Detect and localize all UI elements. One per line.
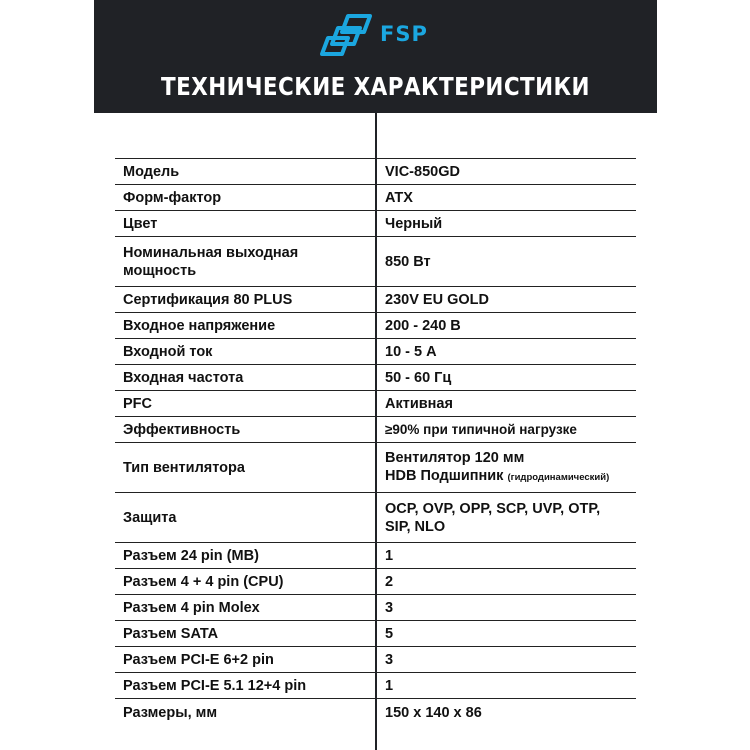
spec-value: 2 <box>376 569 636 595</box>
spec-value: 5 <box>376 621 636 647</box>
fsp-logo-icon <box>318 10 376 58</box>
spec-label: Размеры, мм <box>115 699 376 727</box>
specs-table <box>115 158 636 727</box>
table-row <box>115 185 636 211</box>
spec-label: Разъем 4 pin Molex <box>115 595 376 621</box>
table-row <box>115 391 636 417</box>
spec-label: PFC <box>115 391 376 417</box>
table-row <box>115 365 636 391</box>
spec-label: Разъем 24 pin (MB) <box>115 543 376 569</box>
table-row <box>115 543 636 569</box>
spec-value-multiline <box>376 443 636 493</box>
bearing-note: (гидродинамический) <box>507 471 610 483</box>
table-row <box>115 699 636 727</box>
spec-value: VIC-850GD <box>376 159 636 185</box>
table-row <box>115 443 636 493</box>
table-row <box>115 595 636 621</box>
spec-value: 3 <box>376 647 636 673</box>
spec-label: Входное напряжение <box>115 313 376 339</box>
brand-logo <box>318 8 428 60</box>
spec-label: Разъем PCI-E 6+2 pin <box>115 647 376 673</box>
table-row <box>115 339 636 365</box>
spec-value: 850 Вт <box>376 237 636 287</box>
spec-label: Эффективность <box>115 417 376 443</box>
table-row <box>115 569 636 595</box>
table-row <box>115 237 636 287</box>
logo-text: FSP <box>380 22 428 46</box>
table-row <box>115 287 636 313</box>
spec-value: 1 <box>376 543 636 569</box>
spec-label: Входной ток <box>115 339 376 365</box>
table-row <box>115 159 636 185</box>
spec-label: Цвет <box>115 211 376 237</box>
spec-label: Входная частота <box>115 365 376 391</box>
spec-label: Разъем 4 + 4 pin (CPU) <box>115 569 376 595</box>
spec-value: ATX <box>376 185 636 211</box>
spec-label: Модель <box>115 159 376 185</box>
page-title: ТЕХНИЧЕСКИЕ ХАРАКТЕРИСТИКИ <box>161 72 590 101</box>
spec-value: 1 <box>376 673 636 699</box>
table-row <box>115 417 636 443</box>
table-row <box>115 211 636 237</box>
fan-bearing <box>385 467 628 487</box>
spec-label: Сертификация 80 PLUS <box>115 287 376 313</box>
spec-value: Черный <box>376 211 636 237</box>
spec-value: OCP, OVP, OPP, SCP, UVP, OTP, SIP, NLO <box>376 493 636 543</box>
spec-value: 200 - 240 В <box>376 313 636 339</box>
bearing-type: HDB Подшипник <box>385 467 504 484</box>
spec-label: Разъем PCI-E 5.1 12+4 pin <box>115 673 376 699</box>
spec-value: 3 <box>376 595 636 621</box>
spec-value: 50 - 60 Гц <box>376 365 636 391</box>
spec-value: 10 - 5 А <box>376 339 636 365</box>
spec-value: 230V EU GOLD <box>376 287 636 313</box>
spec-label: Защита <box>115 493 376 543</box>
spec-label: Форм-фактор <box>115 185 376 211</box>
table-row <box>115 647 636 673</box>
spec-value: Активная <box>376 391 636 417</box>
table-row <box>115 673 636 699</box>
table-row <box>115 493 636 543</box>
table-row <box>115 621 636 647</box>
spec-label: Тип вентилятора <box>115 443 376 493</box>
spec-label: Номинальная выходная мощность <box>115 237 376 287</box>
spec-value: ≥90% при типичной нагрузке <box>376 417 636 443</box>
spec-label: Разъем SATA <box>115 621 376 647</box>
fan-size: Вентилятор 120 мм <box>385 449 525 466</box>
table-row <box>115 313 636 339</box>
spec-value: 150 x 140 x 86 <box>376 699 636 727</box>
